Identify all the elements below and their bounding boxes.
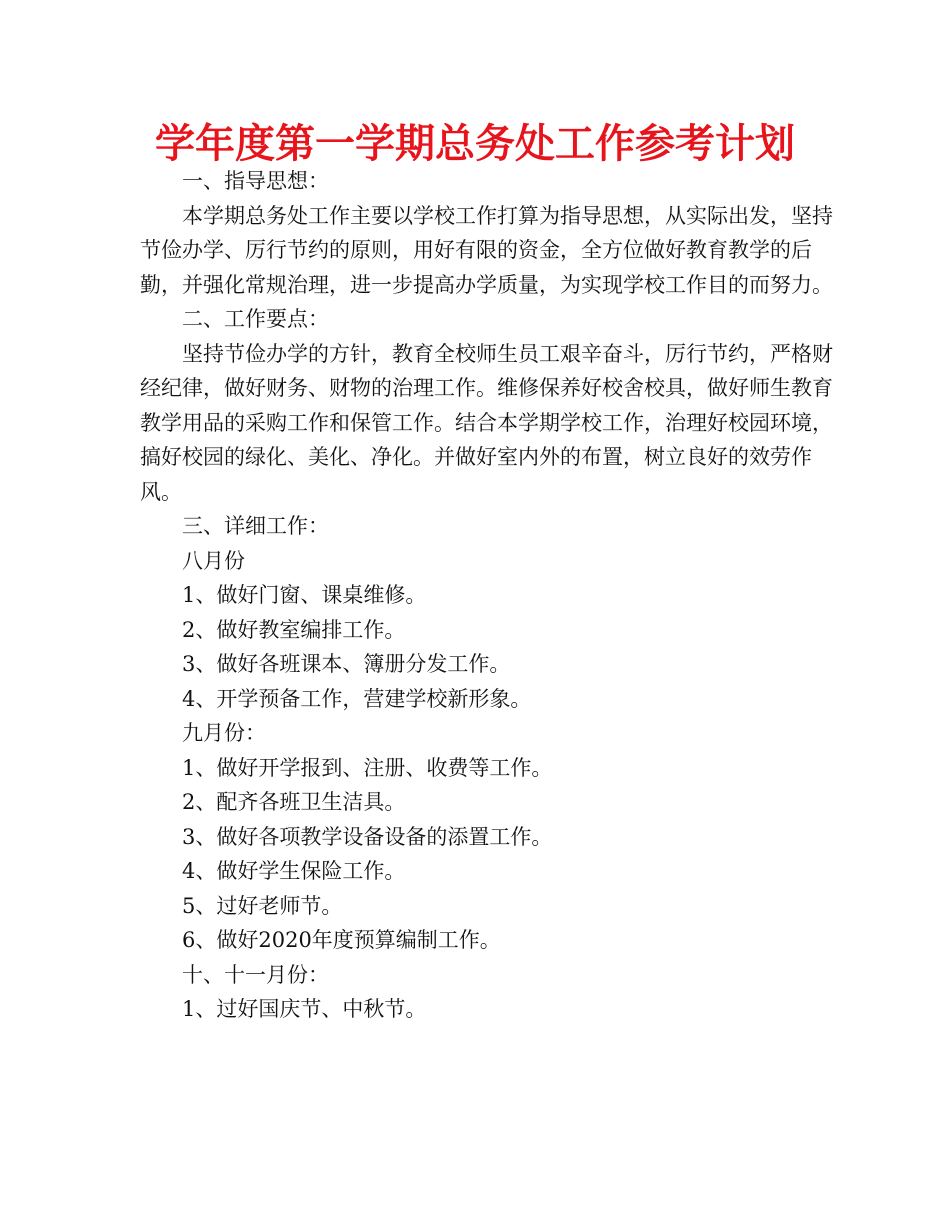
paragraph: 本学期总务处工作主要以学校工作打算为指导思想，从实际出发，坚持节俭办学、厉行节约的原则，用好有限的资金，全方位做好教育教学的后勤，并强化常规治理，进一步提高办学质量，为实现学校工作目的而努力。	[140, 203, 833, 297]
section-heading: 一、指导思想：	[182, 169, 329, 193]
month-heading: 十、十一月份：	[182, 962, 329, 987]
list-item: 2、做好教室编排工作。	[182, 617, 406, 642]
list-item: 4、开学预备工作，营建学校新形象。	[182, 686, 532, 711]
list-item: 2、配齐各班卫生洁具。	[182, 790, 406, 814]
paragraph: 坚持节俭办学的方针，教育全校师生员工艰辛奋斗，厉行节约，严格财经纪律，做好财务、财物的治理工作。维修保养好校舍校具，做好师生教育教学用品的采购工作和保管工作。结合本学期学校工作，治理好校园环境，搞好校园的绿化、美化、净化。并做好室内外的布置，树立良好的效劳作风。	[140, 341, 833, 504]
list-item: 1、做好门窗、课桌维修。	[182, 583, 427, 607]
list-item: 1、过好国庆节、中秋节。	[182, 997, 427, 1021]
month-heading: 九月份：	[182, 721, 266, 745]
list-item: 6、做好2020年度预算编制工作。	[182, 928, 501, 952]
list-item: 4、做好学生保险工作。	[182, 859, 406, 883]
month-heading: 八月份	[182, 548, 245, 573]
section-heading: 二、工作要点：	[182, 307, 329, 331]
document-body	[140, 164, 840, 1027]
list-item: 1、做好开学报到、注册、收费等工作。	[182, 755, 553, 780]
list-item: 3、做好各班课本、簿册分发工作。	[182, 652, 511, 676]
list-item: 3、做好各项教学设备设备的添置工作。	[182, 824, 553, 849]
list-item: 5、过好老师节。	[182, 893, 343, 918]
section-heading: 三、详细工作：	[182, 514, 329, 538]
document-title: 学年度第一学期总务处工作参考计划	[155, 121, 795, 167]
